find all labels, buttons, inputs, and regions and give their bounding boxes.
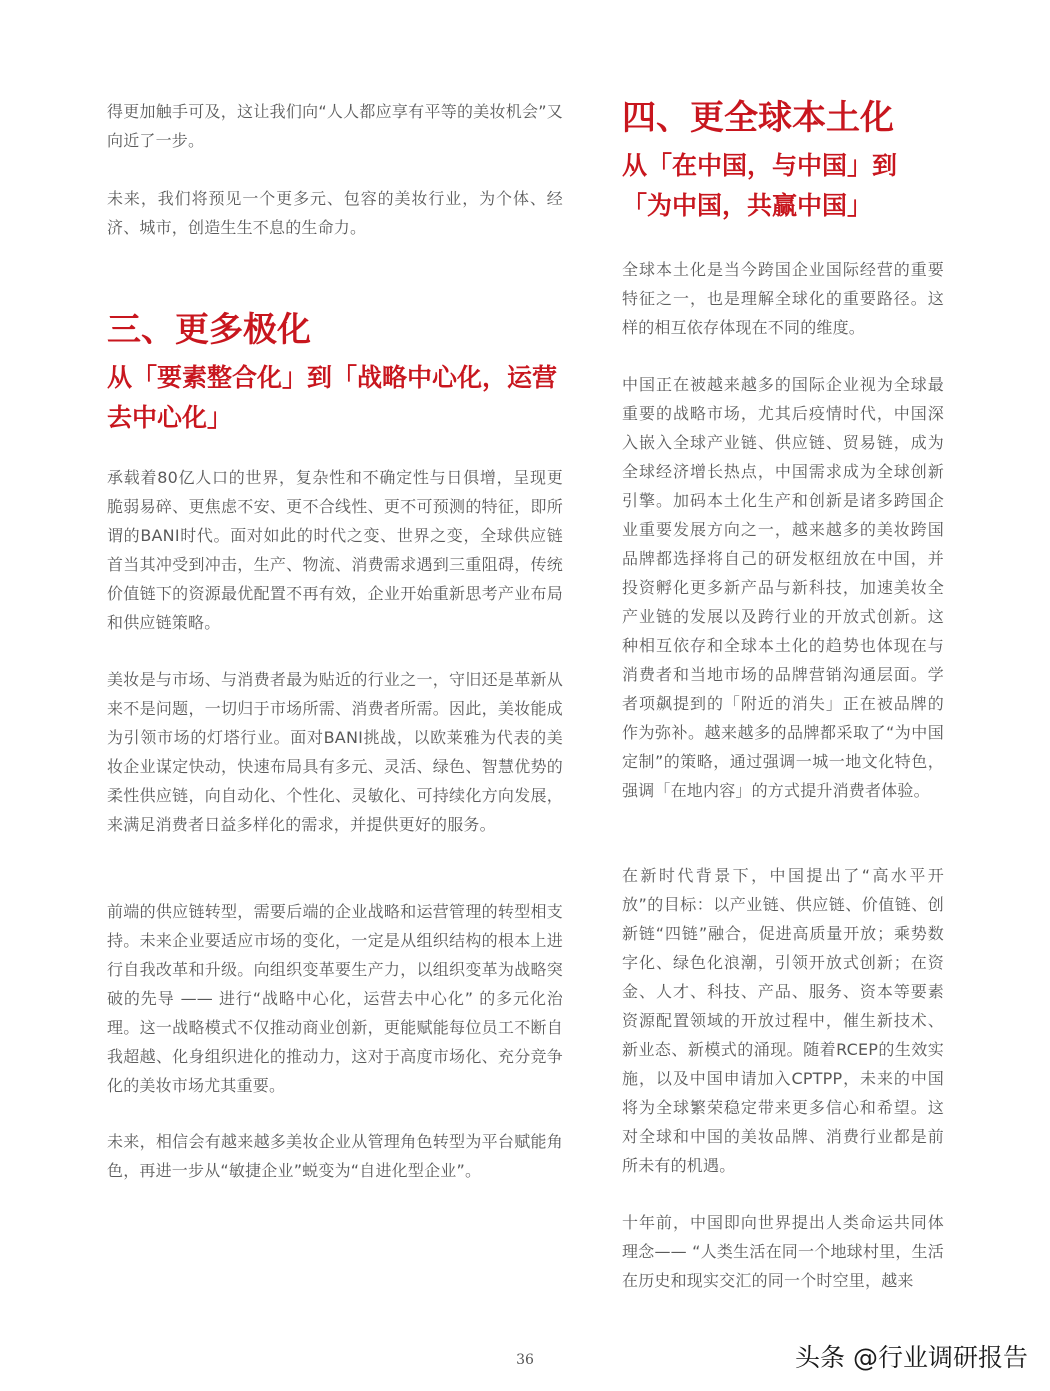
section4-paragraph-3: 在新时代背景下，中国提出了“高水平开放”的目标：以产业链、供应链、价值链、创新链“四链”融合，促进高质量开放；乘势数字化、绿色化浪潮，引领开放式创新；在资金、人才、科技、产品、服务、资本等要素资源配置领域的开放过程中，催生新技术、新业态、新模式的涌现。随着RCEP的生效实施，以及中国申请加入CPTPP，未来的中国将为全球繁荣稳定带来更多信心和希望。这对全球和中国的美妆品牌、消费行业都是前所未有的机遇。: [622, 866, 944, 1175]
section4-paragraph-2: 中国正在被越来越多的国际企业视为全球最重要的战略市场，尤其后疫情时代，中国深入嵌入全球产业链、供应链、贸易链，成为全球经济增长热点，中国需求成为全球创新引擎。加码本土化生产和创新是诸多跨国企业重要发展方向之一，越来越多的美妆跨国品牌都选择将自己的研发枢纽放在中国，并投资孵化更多新产品与新科技，加速美妆全产业链的发展以及跨行业的开放式创新。这种相互依存和全球本土化的趋势也体现在与消费者和当地市场的品牌营销沟通层面。学者项飙提到的「附近的消失」正在被品牌的作为弥补。越来越多的品牌都采取了“为中国定制”的策略，通过强调一城一地文化特色，强调「在地内容」的方式提升消费者体验。: [622, 375, 944, 800]
page-number: 36: [516, 1352, 534, 1368]
section4-paragraph-4: 十年前，中国即向世界提出人类命运共同体理念—— “人类生活在同一个地球村里，生活在历史和现实交汇的同一个时空里，越来: [622, 1213, 944, 1290]
section3-paragraph-1: 承载着80亿人口的世界，复杂性和不确定性与日俱增，呈现更脆弱易碎、更焦虑不安、更不合线性、更不可预测的特征，即所谓的BANI时代。面对如此的时代之变、世界之变，全球供应链首当其冲受到冲击，生产、物流、消费需求遇到三重阻碍，传统价值链下的资源最优配置不再有效，企业开始重新思考产业布局和供应链策略。: [107, 468, 563, 632]
watermark: 头条 @行业调研报告: [795, 1343, 1028, 1372]
section4-subtitle: 从「在中国，与中国」到「为中国，共赢中国」: [622, 151, 898, 220]
section3-subtitle: 从「要素整合化」到「战略中心化，运营去中心化」: [107, 363, 558, 432]
section4-paragraph-1: 全球本土化是当今跨国企业国际经营的重要特征之一，也是理解全球化的重要路径。这样的相互依存体现在不同的维度。: [622, 260, 944, 337]
section4-title: 四、更全球本土化: [622, 98, 894, 138]
section3-paragraph-2: 美妆是与市场、与消费者最为贴近的行业之一，守旧还是革新从来不是问题，一切归于市场所需、消费者所需。因此，美妆能成为引领市场的灯塔行业。面对BANI挑战，以欧莱雅为代表的美妆企业谋定快动，快速布局具有多元、灵活、绿色、智慧优势的柔性供应链，向自动化、个性化、灵敏化、可持续化方向发展，来满足消费者日益多样化的需求，并提供更好的服务。: [107, 670, 563, 834]
section3-paragraph-4: 未来，相信会有越来越多美妆企业从管理角色转型为平台赋能角色，再进一步从“敏捷企业”蜕变为“自进化型企业”。: [107, 1132, 563, 1180]
section3-title: 三、更多极化: [107, 310, 311, 350]
section3-paragraph-3: 前端的供应链转型，需要后端的企业战略和运营管理的转型相支持。未来企业要适应市场的变化，一定是从组织结构的根本上进行自我改革和升级。向组织变革要生产力，以组织变革为战略突破的先导 —— 进行“战略中心化，运营去中心化” 的多元化治理。这一战略模式不仅推动商业创新，更能赋能每位员工不断自我超越、化身组织进化的推动力，这对于高度市场化、充分竞争化的美妆市场尤其重要。: [107, 902, 563, 1095]
intro-paragraph-2: 未来，我们将预见一个更多元、包容的美妆行业，为个体、经济、城市，创造生生不息的生命力。: [107, 189, 563, 237]
intro-paragraph-1: 得更加触手可及，这让我们向“人人都应享有平等的美妆机会”又向近了一步。: [107, 102, 563, 150]
